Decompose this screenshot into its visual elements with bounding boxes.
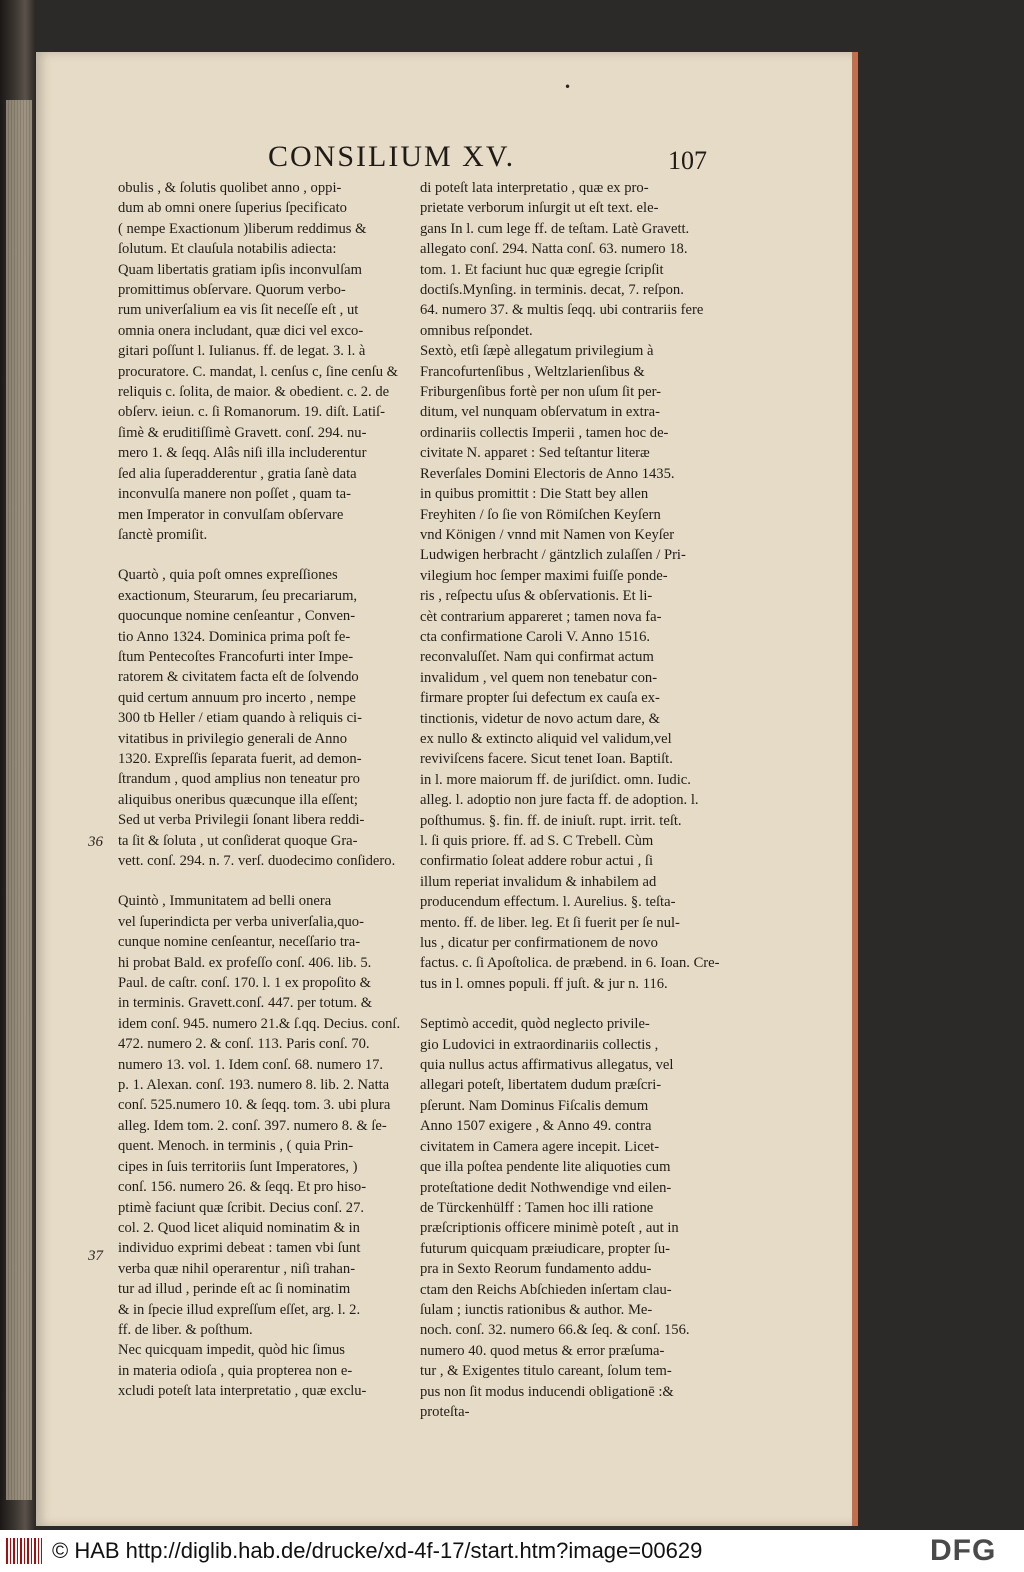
text-line: vilegium hoc ſemper maximi fuiſſe ponde- (420, 567, 668, 584)
text-line: quia nullus actus affirmativus allegatus, vel (420, 1057, 674, 1074)
text-line: noch. conſ. 32. numero 66.& ſeq. & conſ. 156. (420, 1322, 690, 1339)
text-line: tus in l. omnes populi. ff juſt. & jur n. 116. (420, 975, 668, 992)
text-line: tur ad illud , perinde eſt ac ſi nominatim (118, 1281, 351, 1298)
text-line: allegato conſ. 294. Natta conſ. 63. numero 18. (420, 241, 688, 258)
left-column (118, 178, 406, 1402)
text-line: col. 2. Quod licet aliquid nominatim & in (118, 1219, 360, 1236)
text-line: conſ. 156. numero 26. & ſeqq. Et pro hiso- (118, 1179, 367, 1196)
text-line: inconvulſa manere non poſſet , quam ta- (118, 486, 352, 503)
text-line: lus , dicatur per confirmationem de novo (420, 935, 658, 952)
text-line: Reverſales Domini Electoris de Anno 1435. (420, 465, 675, 482)
text-line: dum ab omni onere ſuperius ſpecificato (118, 200, 347, 217)
text-line: proteſta- (420, 1403, 470, 1420)
text-line: ſanctè promiſit. (118, 526, 208, 543)
footer-bar (0, 1530, 1024, 1572)
text-line: ſed alia ſuperadderentur , gratia ſanè data (118, 465, 357, 482)
text-line: Quintò , Immunitatem ad belli onera (118, 893, 332, 910)
text-line: ordinariis collectis Imperii , tamen hoc de- (420, 424, 669, 441)
text-line: in quibus promittit : Die Statt bey allen (420, 486, 649, 503)
text-line: di poteſt lata interpretatio , quæ ex pro- (420, 180, 649, 196)
running-head: CONSILIUM XV. (268, 140, 516, 173)
text-line: Septimò accedit, quòd neglecto privile- (420, 1016, 650, 1033)
hab-barcode-logo (6, 1538, 42, 1564)
margin-number: 36 (88, 834, 103, 850)
margin-number: 37 (88, 1248, 103, 1264)
text-line: prietate verborum inſurgit ut eſt text. ele- (420, 200, 659, 217)
paragraph-gap (118, 871, 406, 891)
text-line: vett. conſ. 294. n. 7. verſ. duodecimo conſidero. (118, 853, 396, 869)
text-line: tinctionis, videtur de novo actum dare, & (420, 710, 660, 727)
text-line: omnibus reſpondet. (420, 322, 533, 339)
text-line: invalidum , vel quem non tenebatur con- (420, 669, 658, 686)
text-line: tom. 1. Et faciunt huc quæ egregie ſcripſit (420, 261, 664, 278)
text-line: ſulam ; iunctis rationibus & author. Me- (420, 1301, 653, 1318)
text-line: cipes in ſuis territoriis ſunt Imperatores, ) (118, 1158, 358, 1175)
text-line: vnd Königen / vnnd mit Namen von Keyſer (420, 526, 675, 543)
text-line: verba quæ nihil operarentur , niſi trahan- (118, 1260, 356, 1277)
source-url[interactable]: © HAB http://diglib.hab.de/drucke/xd-4f-17/start.htm?image=00629 (52, 1538, 703, 1563)
text-line: ſtrandum , quod amplius non teneatur pro (118, 771, 360, 788)
text-line: tur , & Exigentes titulo careant, ſolum tem- (420, 1363, 672, 1380)
text-line: conſ. 525.numero 10. & ſeqq. tom. 3. ubi plura (118, 1097, 391, 1114)
text-line: factus. c. ſi Apoſtolica. de præbend. in 6. Ioan. Cre- (420, 955, 720, 972)
text-line: cunque nomine cenſeantur, neceſſario tra- (118, 934, 361, 951)
text-line: vel ſuperindicta per verba univerſalia,quo- (118, 913, 364, 930)
text-line: tio Anno 1324. Dominica prima poſt fe- (118, 628, 351, 645)
text-line: ff. de liber. & poſthum. (118, 1321, 253, 1338)
text-line: gans In l. cum lege ff. de teſtam. Latè Gravett. (420, 220, 690, 237)
text-line: præſcriptionis officere minimè poteſt , aut in (420, 1220, 679, 1237)
top-mark: • (564, 80, 572, 94)
text-line: Paul. de caſtr. conſ. 170. l. 1 ex propoſito & (118, 975, 371, 992)
text-line: pus non ſit modus inducendi obligationē :& (420, 1383, 674, 1400)
text-line: in terminis. Gravett.conſ. 447. per totum. & (118, 995, 373, 1012)
text-line: Sed ut verba Privilegii ſonant libera reddi- (118, 812, 365, 829)
text-line: pra in Sexto Reorum fundamento addu- (420, 1261, 652, 1278)
text-line: omnia onera includant, quæ dici vel exco- (118, 322, 364, 339)
text-line: reliquis c. ſolita, de maior. & obedient. c. 2. de (118, 384, 390, 401)
text-line: l. ſi quis priore. ff. ad S. C Trebell. Cùm (420, 833, 654, 849)
text-line: ſolutum. Et clauſula notabilis adiecta: (118, 241, 337, 258)
text-line: civitatem in Camera agere incepit. Licet- (420, 1138, 660, 1155)
text-line: ris , reſpectu uſus & obſervationis. Et li- (420, 588, 653, 605)
text-line: hi probat Bald. ex profeſſo conſ. 406. lib. 5. (118, 954, 372, 971)
text-line: obſerv. ieiun. c. ſi Romanorum. 19. diſt. Latiſ- (118, 404, 385, 421)
text-line: Friburgenſibus fortè per non uſum ſit per- (420, 384, 662, 401)
text-line: ſtum Pentecoſtes Francofurti inter Impe- (118, 648, 354, 665)
text-line: idem conſ. 945. numero 21.& ſ.qq. Decius. conſ. (118, 1015, 401, 1032)
text-line: reviviſcens facere. Sicut tenet Ioan. Baptiſt. (420, 751, 673, 768)
text-line: Quam libertatis gratiam ipſis inconvulſam (118, 261, 362, 278)
text-line: allegari poteſt, libertatem dudum præſcri- (420, 1077, 662, 1094)
text-line: vitatibus in privilegio generali de Anno (118, 730, 347, 747)
page-number: 107 (668, 146, 707, 175)
page-edge-right (852, 52, 858, 1526)
text-line: individuo exprimi debeat : tamen vbi ſunt (118, 1240, 361, 1257)
text-line: ratorem & civitatem facta eſt de ſolvendo (118, 669, 359, 686)
text-line: Francofurtenſibus , Weltzlarienſibus & (420, 363, 645, 380)
text-line: mento. ff. de liber. leg. Et ſi fuerit per ſe nul- (420, 914, 680, 931)
text-line: Quartò , quia poſt omnes expreſſiones (118, 567, 338, 584)
text-line: gio Ludovici in extraordinariis collectis , (420, 1036, 659, 1053)
text-line: obulis , & ſolutis quolibet anno , oppi- (118, 180, 342, 196)
text-line: procuratore. C. mandat, l. cenſus c, ſine cenſu & (118, 363, 399, 380)
text-line: quocunque nomine cenſeantur , Conven- (118, 608, 356, 625)
paragraph-gap (118, 545, 406, 565)
text-line: civitate N. apparet : Sed teſtantur literæ (420, 445, 650, 462)
text-line: mero 1. & ſeqq. Alâs niſi illa includerentur (118, 445, 367, 462)
text-line: exactionum, Steurarum, ſeu precariarum, (118, 587, 358, 604)
right-column (420, 178, 720, 1422)
text-line: xcludi poteſt lata interpretatio , quæ exclu- (118, 1383, 367, 1400)
text-line: producendum effectum. l. Aurelius. §. teſta- (420, 894, 676, 911)
text-line: Sextò, etſi ſæpè allegatum privilegium à (420, 343, 654, 360)
text-line: Ludwigen herbracht / gäntzlich zulaſſen / Pri- (420, 547, 686, 564)
text-line: ( nempe Exactionum )liberum reddimus & (118, 220, 367, 237)
text-line: ſimè & eruditiſſimè Gravett. conſ. 294. nu- (118, 424, 367, 441)
text-line: ex nullo & extincto aliquid vel validum,vel (420, 730, 672, 747)
page-edges (6, 100, 32, 1500)
text-line: 1320. Expreſſis ſeparata fuerit, ad demon- (118, 750, 362, 767)
text-line: 472. numero 2. & conſ. 113. Paris conſ. 70. (118, 1036, 370, 1053)
text-line: numero 13. vol. 1. Idem conſ. 68. numero 17. (118, 1056, 384, 1073)
text-line: futurum quicquam præiudicare, propter ſu- (420, 1240, 671, 1257)
text-line: p. 1. Alexan. conſ. 193. numero 8. lib. 2. Natta (118, 1077, 390, 1094)
text-line: 300 tb Heller / etiam quando à reliquis ci- (118, 710, 362, 727)
text-line: aliquibus oneribus quæcunque illa eſſent; (118, 791, 358, 808)
text-line: cta confirmatione Caroli V. Anno 1516. (420, 628, 651, 645)
text-line: alleg. l. adoptio non jure facta ff. de adoption. l. (420, 792, 699, 809)
text-line: ptimè faciunt quæ ſcribit. Decius conſ. 27. (118, 1199, 365, 1216)
text-line: promittimus obſervare. Quorum verbo- (118, 282, 346, 299)
text-line: que illa poſtea pendente lite aliquoties cum (420, 1159, 671, 1176)
text-line: Freyhiten / ſo ſie von Römiſchen Keyſern (420, 506, 661, 523)
text-line: Anno 1507 exigere , & Anno 49. contra (420, 1118, 652, 1135)
dfg-logo: DFG (930, 1534, 997, 1567)
text-line: men Imperator in convulſam obſervare (118, 506, 344, 523)
text-line: alleg. Idem tom. 2. conſ. 397. numero 8. & ſe- (118, 1117, 387, 1134)
text-line: in materia odioſa , quia propterea non e- (118, 1362, 353, 1379)
text-line: pſerunt. Nam Dominus Fiſcalis demum (420, 1097, 649, 1114)
text-line: proteſtatione dedit Nothwendige vnd eilen- (420, 1179, 672, 1196)
text-line: quent. Menoch. in terminis , ( quia Prin- (118, 1138, 354, 1155)
text-line: Nec quicquam impedit, quòd hic ſimus (118, 1342, 345, 1359)
text-line: 64. numero 37. & multis ſeqq. ubi contrariis fere (420, 302, 704, 319)
text-line: de Türckenhülff : Tamen hoc illi ratione (420, 1199, 654, 1216)
text-line: rum univerſalium ea vis ſit neceſſe eſt , ut (118, 302, 359, 319)
text-line: ta ſit & ſoluta , ut conſiderat quoque Gra- (118, 832, 358, 849)
text-line: quid certum annuum pro incerto , nempe (118, 689, 356, 706)
text-line: reconvaluſſet. Nam qui confirmat actum (420, 649, 654, 666)
text-line: in l. more maiorum ff. de juriſdict. omn. Iudic. (420, 771, 691, 788)
text-line: gitari poſſunt l. Iulianus. ff. de legat. 3. l. à (118, 343, 366, 360)
text-line: & in ſpecie illud expreſſum eſſet, arg. l. 2. (118, 1301, 361, 1318)
text-line: numero 40. quod metus & error præſuma- (420, 1342, 665, 1359)
text-line: ditum, vel nunquam obſervatum in extra- (420, 404, 660, 421)
text-line: ctam den Reichs Abſchieden inſertam clau- (420, 1281, 672, 1298)
text-line: cèt contrarium appareret ; tamen nova fa- (420, 608, 662, 625)
text-line: poſthumus. §. fin. ff. de iniuſt. rupt. irrit. teſt. (420, 812, 682, 829)
text-line: confirmatio ſoleat addere robur actui , ſi (420, 853, 654, 870)
paragraph-gap (420, 994, 708, 1014)
text-line: illum reperiat invalidum & inhabilem ad (420, 873, 657, 890)
text-line: firmare propter ſui defectum ex cauſa ex- (420, 690, 660, 707)
text-line: doctiſs.Mynſing. in terminis. decat, 7. reſpon. (420, 282, 684, 299)
